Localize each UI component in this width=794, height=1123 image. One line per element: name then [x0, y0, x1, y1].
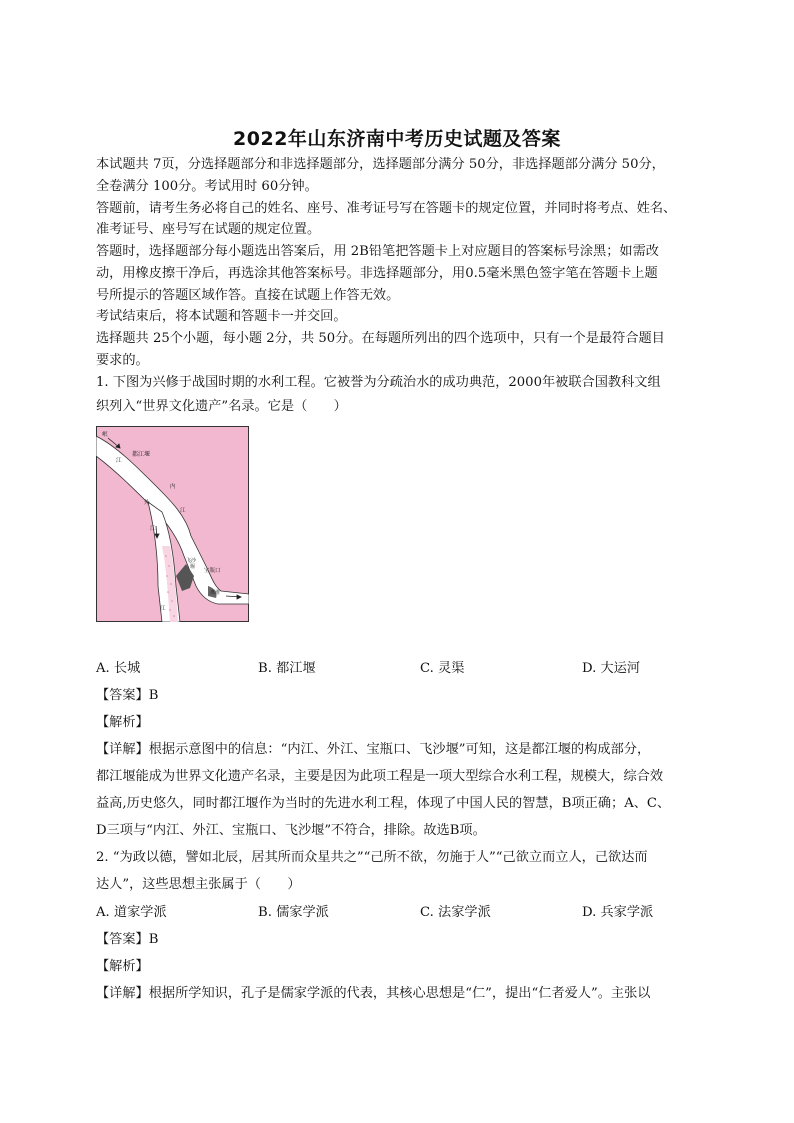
intro-line: 选择题共 25个小题，每小题 2分，共 50分。在每题所列出的四个选项中，只有一个是最符合题目: [96, 331, 665, 346]
q1-analysis-label: 【解析】: [96, 715, 149, 730]
map-label-lidui: 离堆: [210, 590, 221, 596]
map-label-jiang: 江: [180, 508, 186, 514]
q1-option-c: C. 灵渠: [420, 661, 465, 676]
q1-detail-line: 【详解】根据示意图中的信息：“内江、外江、宝瓶口、飞沙堰”可知，这是都江堰的构成部分，: [96, 742, 651, 757]
q1-answer: 【答案】B: [96, 688, 159, 703]
map-label-jiang: 江: [150, 526, 156, 532]
intro-line: 准考证号、座号写在试题的规定位置。: [96, 222, 321, 237]
q2-option-c: C. 法家学派: [420, 905, 491, 920]
intro-line: 号所提示的答题区域作答。直接在试题上作答无效。: [96, 288, 400, 303]
q1-option-d: D. 大运河: [582, 661, 641, 676]
q2-answer: 【答案】B: [96, 932, 159, 947]
q2-detail-line: 【详解】根据所学知识，孔子是儒家学派的代表，其核心思想是“仁”，提出“仁者爱人”。主张以: [96, 986, 651, 1001]
q2-option-b: B. 儒家学派: [258, 905, 329, 920]
map-label-yan: 堰: [190, 564, 196, 570]
q2-option-d: D. 兵家学派: [582, 905, 654, 920]
intro-line: 考试结束后，将本试题和答题卡一并交回。: [96, 309, 347, 324]
map-label-nei: 内: [170, 484, 176, 490]
page-title: 2022年山东济南中考历史试题及答案: [233, 128, 561, 150]
map-label-dujiangyan: 都江堰: [132, 451, 151, 458]
intro-line: 答题前，请考生务必将自己的姓名、座号、准考证号写在答题卡的规定位置，并同时将考点、姓名、: [96, 201, 677, 216]
map-label-feisha: 飞沙: [186, 558, 197, 564]
map-label-baopingkou: 宝瓶口: [204, 568, 221, 574]
question-2-stem: 2. “为政以德，譬如北辰，居其所而众星共之”“己所不欲，勿施于人”“己欲立而立人，己欲达而: [96, 850, 648, 865]
intro-line: 全卷满分 100分。考试用时 60分钟。: [96, 179, 318, 194]
question-2-stem: 达人”，这些思想主张属于（ ）: [96, 877, 301, 892]
q1-option-b: B. 都江堰: [258, 661, 316, 676]
question-1-stem: 1. 下图为兴修于战国时期的水利工程。它被誉为分疏治水的成功典范，2000年被联合国教科文组: [96, 375, 661, 390]
intro-line: 动，用橡皮擦干净后，再选涂其他答案标号。非选择题部分，用0.5毫米黑色签字笔在答题卡上题: [96, 266, 658, 281]
intro-line: 要求的。: [96, 353, 149, 368]
map-label-jiang: 江: [116, 458, 122, 464]
q1-option-a: A. 长城: [96, 661, 141, 676]
q2-option-a: A. 道家学派: [96, 905, 167, 920]
map-label-min: 岷: [102, 432, 108, 438]
q1-detail-line: 益高,历史悠久，同时都江堰作为当时的先进水利工程，体现了中国人民的智慧，B项正确；A、C、: [96, 796, 671, 811]
q1-detail-line: 都江堰能成为世界文化遗产名录，主要是因为此项工程是一项大型综合水利工程，规模大，综合效: [96, 769, 664, 784]
map-label-jiang: 江: [160, 606, 166, 612]
intro-line: 答题时，选择题部分每小题选出答案后，用 2B铅笔把答题卡上对应题目的答案标号涂黑；如需改: [96, 244, 659, 259]
q2-analysis-label: 【解析】: [96, 959, 149, 974]
intro-line: 本试题共 7页，分选择题部分和非选择题部分，选择题部分满分 50分，非选择题部分满分 50分，: [96, 157, 665, 172]
question-1-stem: 织列入“世界文化遗产”名录。它是（ ）: [96, 399, 347, 414]
q1-detail-line: D三项与“内江、外江、宝瓶口、飞沙堰”不符合，排除。故选B项。: [96, 823, 486, 838]
map-label-wai: 外: [144, 500, 150, 506]
dujiangyan-map-figure: [96, 426, 249, 622]
